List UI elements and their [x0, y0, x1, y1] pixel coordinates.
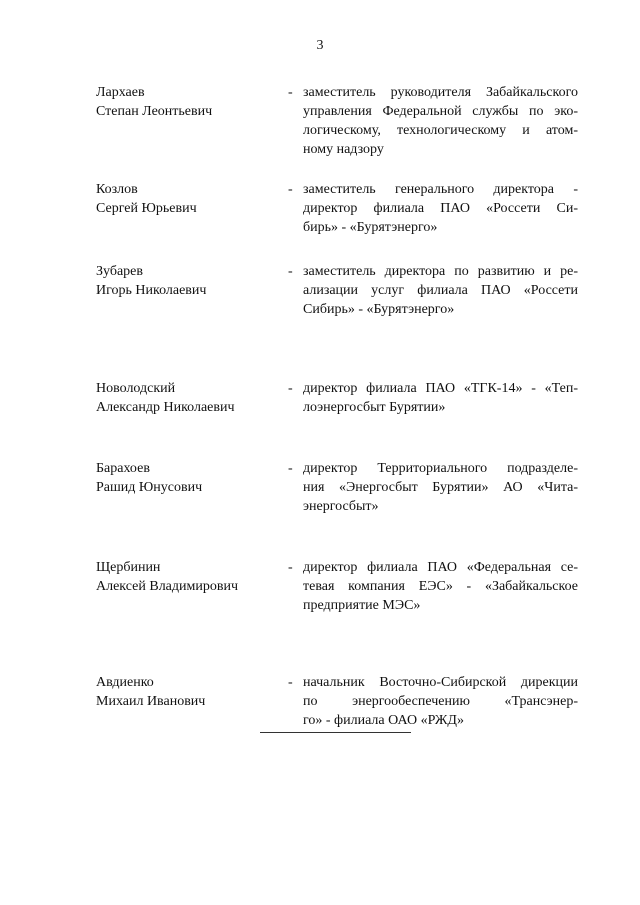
member-entry — [96, 83, 578, 157]
member-dash: - — [288, 182, 293, 197]
member-entry — [96, 262, 578, 317]
member-surname: Барахоев — [96, 461, 150, 476]
position-line: директор филиала ПАО «ТГК-14» - «Теп- — [303, 381, 578, 396]
position-line: управления Федеральной службы по эко- — [303, 104, 578, 119]
member-dash: - — [288, 264, 293, 279]
member-position — [303, 673, 578, 730]
member-name — [96, 558, 286, 596]
position-line: лоэнергосбыт Бурятии» — [303, 400, 446, 415]
page-number: 3 — [316, 38, 324, 53]
member-position — [303, 262, 578, 319]
position-line: по энергообеспечению «Трансэнер- — [303, 694, 578, 709]
position-line: ному надзору — [303, 142, 384, 157]
member-surname: Зубарев — [96, 264, 143, 279]
member-surname: Авдиенко — [96, 675, 154, 690]
members-list — [96, 83, 578, 728]
member-dash: - — [288, 381, 293, 396]
member-given-name: Игорь Николаевич — [96, 283, 207, 298]
position-line: ализации услуг филиала ПАО «Россети — [303, 283, 578, 298]
member-name — [96, 673, 286, 711]
member-surname: Щербинин — [96, 560, 161, 575]
member-position — [303, 83, 578, 159]
member-dash: - — [288, 461, 293, 476]
member-name — [96, 262, 286, 300]
member-entry — [96, 180, 578, 235]
member-name — [96, 83, 286, 121]
member-position — [303, 459, 578, 516]
member-surname: Козлов — [96, 182, 138, 197]
member-surname: Новолодский — [96, 381, 176, 396]
position-line: Сибирь» - «Бурятэнерго» — [303, 302, 455, 317]
position-line: директор филиала ПАО «Федеральная се- — [303, 560, 578, 575]
member-entry — [96, 558, 578, 613]
member-position — [303, 180, 578, 237]
member-name — [96, 379, 286, 417]
position-line: заместитель директора по развитию и ре- — [303, 264, 578, 279]
position-line: директор Территориального подразделе- — [303, 461, 578, 476]
member-name — [96, 459, 286, 497]
member-given-name: Сергей Юрьевич — [96, 201, 197, 216]
member-position — [303, 379, 578, 417]
closing-rule — [260, 732, 411, 733]
position-line: начальник Восточно-Сибирской дирекции — [303, 675, 578, 690]
member-entry — [96, 379, 578, 415]
member-dash: - — [288, 560, 293, 575]
position-line: заместитель генерального директора - — [303, 182, 578, 197]
member-given-name: Степан Леонтьевич — [96, 104, 213, 119]
member-given-name: Михаил Иванович — [96, 694, 206, 709]
position-line: тевая компания ЕЭС» - «Забайкальское — [303, 579, 578, 594]
member-position — [303, 558, 578, 615]
position-line: директор филиала ПАО «Россети Си- — [303, 201, 578, 216]
member-entry — [96, 673, 578, 728]
position-line: ния «Энергосбыт Бурятии» АО «Чита- — [303, 480, 578, 495]
member-name — [96, 180, 286, 218]
position-line: предприятие МЭС» — [303, 598, 421, 613]
member-dash: - — [288, 85, 293, 100]
position-line: энергосбыт» — [303, 499, 379, 514]
member-surname: Лархаев — [96, 85, 145, 100]
position-line: го» - филиала ОАО «РЖД» — [303, 713, 464, 728]
member-given-name: Александр Николаевич — [96, 400, 235, 415]
member-given-name: Алексей Владимирович — [96, 579, 239, 594]
member-dash: - — [288, 675, 293, 690]
position-line: бирь» - «Бурятэнерго» — [303, 220, 438, 235]
member-given-name: Рашид Юнусович — [96, 480, 203, 495]
member-entry — [96, 459, 578, 514]
position-line: логическому, технологическому и атом- — [303, 123, 578, 138]
position-line: заместитель руководителя Забайкальского — [303, 85, 578, 100]
